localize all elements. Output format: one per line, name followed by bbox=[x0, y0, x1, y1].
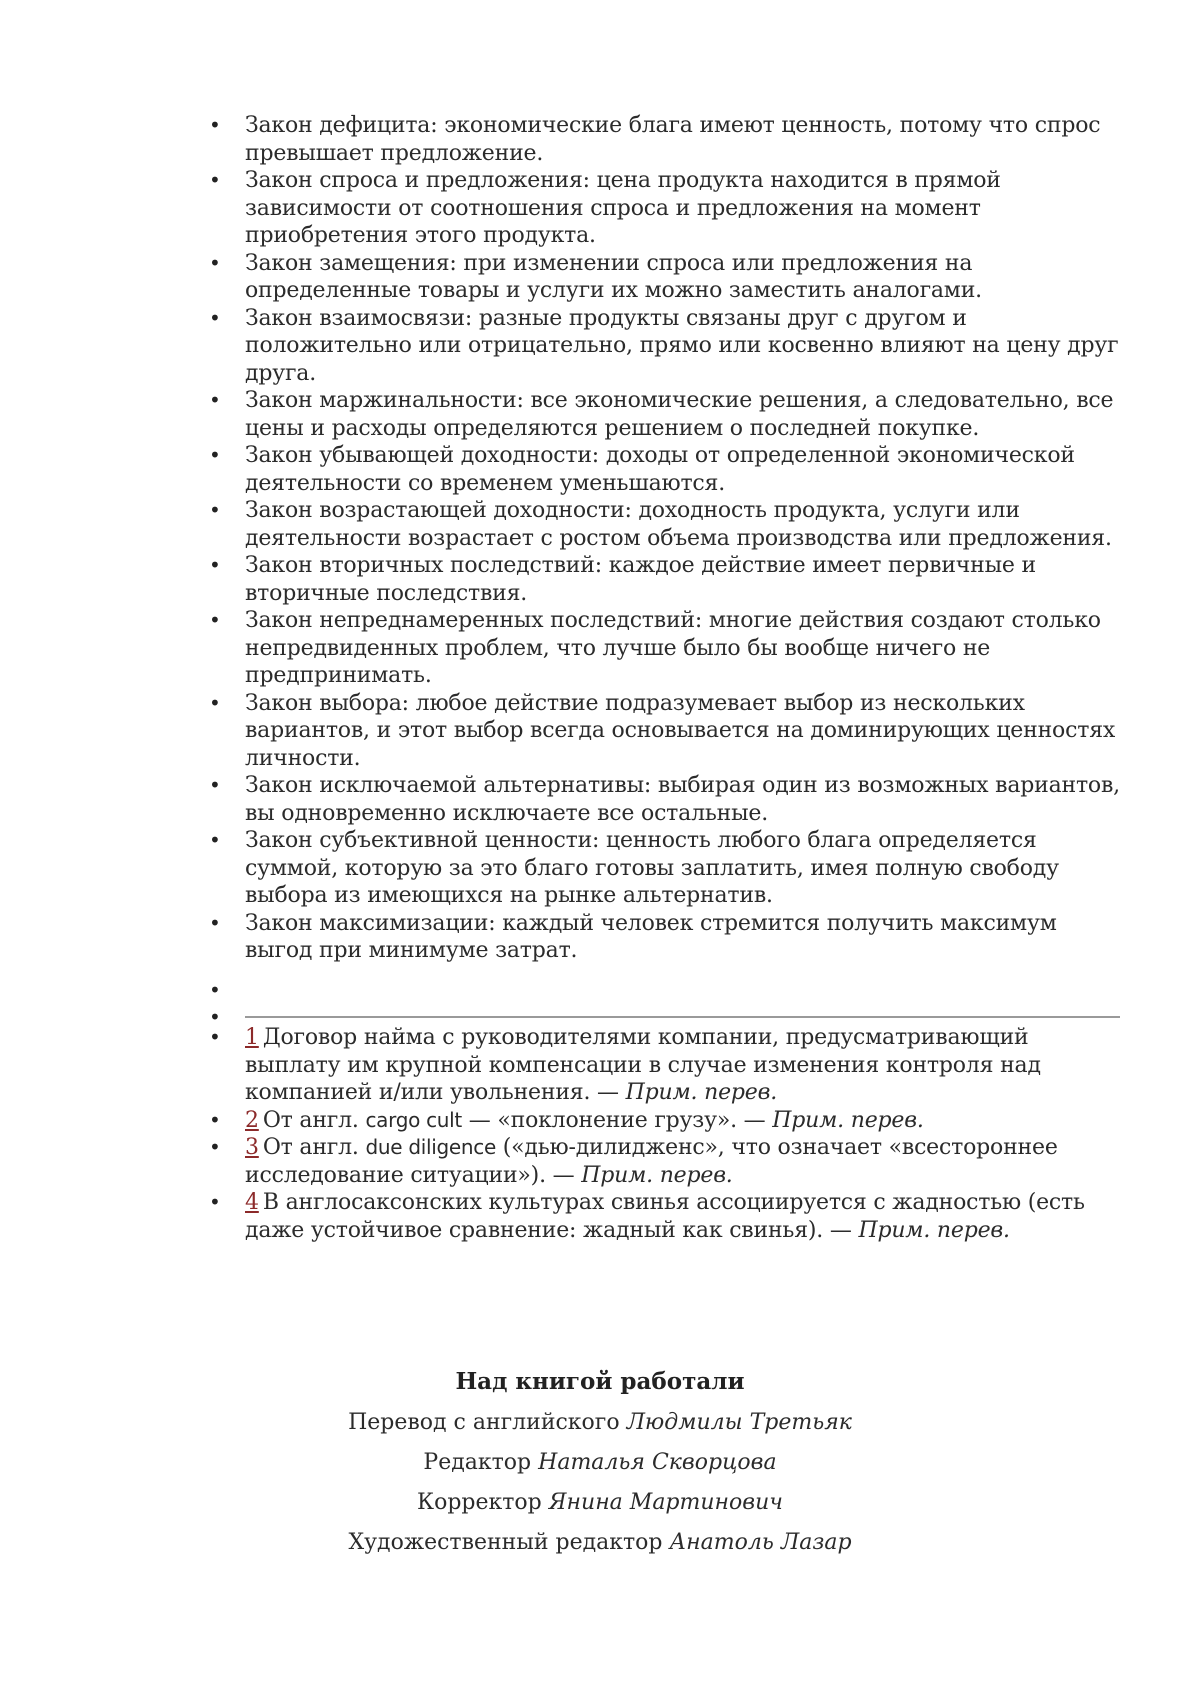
list-item: • Закон спроса и предложения: цена продукта находится в прямой зависимости от соотношения спроса и предложения на момент приобретения этого продукта. bbox=[245, 167, 1125, 250]
footnote-text: Договор найма с руководителями компании, предусматривающий выплату им крупной компенсации в случае изменения контроля над компанией и/или увольнения. — bbox=[245, 1025, 1041, 1105]
translator-note: Прим. перев. bbox=[625, 1080, 778, 1105]
footnote-item bbox=[245, 1024, 1125, 1107]
credit-role: Художественный редактор bbox=[348, 1530, 663, 1555]
footnote-text: От англ. bbox=[262, 1135, 366, 1160]
list-item: • Закон вторичных последствий: каждое действие имеет первичные и вторичные последствия. bbox=[245, 552, 1125, 607]
footnote-text: В англосаксонских культурах свинья ассоциируется с жадностью (есть даже устойчивое сравнение: жадный как свинья). — bbox=[245, 1190, 1085, 1243]
list-item: • Закон маржинальности: все экономические решения, а следовательно, все цены и расходы определяются решением о последней покупке. bbox=[245, 387, 1125, 442]
footnote-text: От англ. bbox=[262, 1107, 366, 1133]
list-item: • Закон исключаемой альтернативы: выбирая один из возможных вариантов, вы одновременно исключаете все остальные. bbox=[245, 772, 1125, 827]
list-item: • Закон выбора: любое действие подразумевает выбор из нескольких вариантов, и этот выбор всегда основывается на доминирующих ценностях личности. bbox=[245, 690, 1125, 773]
footnote-item bbox=[245, 1134, 1125, 1189]
footnote-item bbox=[245, 1189, 1125, 1244]
credit-role: Редактор bbox=[423, 1450, 532, 1475]
foreign-term: cargo cult bbox=[365, 1107, 462, 1132]
list-item: • Закон убывающей доходности: доходы от определенной экономической деятельности со временем уменьшаются. bbox=[245, 442, 1125, 497]
list-item: • Закон субъективной ценности: ценность любого блага определяется суммой, которую за это благо готовы заплатить, имея полную свободу выбора из имеющихся на рынке альтернатив. bbox=[245, 827, 1125, 910]
empty-list-item bbox=[245, 978, 255, 1005]
credit-editor bbox=[0, 1449, 1200, 1477]
credit-person: Людмилы Третьяк bbox=[626, 1410, 852, 1435]
list-item: • Закон дефицита: экономические блага имеют ценность, потому что спрос превышает предложение. bbox=[245, 112, 1125, 167]
list-item: • Закон взаимосвязи: разные продукты связаны друг с другом и положительно или отрицательно, прямо или косвенно влияют на цену друг друга. bbox=[245, 305, 1125, 388]
list-item: • Закон возрастающей доходности: доходность продукта, услуги или деятельности возрастает с ростом объема производства или предложения. bbox=[245, 497, 1125, 552]
footnote-separator bbox=[245, 1016, 1120, 1018]
translator-note: Прим. перев. bbox=[581, 1162, 733, 1188]
credit-translator bbox=[0, 1409, 1200, 1437]
credit-proofreader bbox=[0, 1489, 1200, 1517]
footnote-item bbox=[245, 1107, 1125, 1135]
footnote-text: — «поклонение грузу». — bbox=[461, 1107, 766, 1133]
list-item: • Закон непреднамеренных последствий: многие действия создают столько непредвиденных проблем, что лучше было бы вообще ничего не предпринимать. bbox=[245, 607, 1125, 690]
list-item: • Закон замещения: при изменении спроса или предложения на определенные товары и услуги их можно заместить аналогами. bbox=[245, 250, 1125, 305]
footnotes-list bbox=[245, 1024, 1125, 1244]
laws-list bbox=[245, 112, 1125, 965]
translator-note: Прим. перев. bbox=[858, 1217, 1010, 1243]
credits-heading: Над книгой работали bbox=[455, 1368, 745, 1395]
footnote-link[interactable]: 1 bbox=[245, 1025, 259, 1050]
footnote-link[interactable]: 2 bbox=[245, 1107, 259, 1133]
foreign-term: due diligence bbox=[365, 1135, 496, 1159]
footnote-text: («дью-дилидженс», что означает «всестороннее исследование ситуации»). — bbox=[245, 1135, 1058, 1188]
credit-person: Янина Мартинович bbox=[548, 1490, 783, 1515]
credits-block bbox=[0, 1368, 1200, 1569]
credit-art-editor bbox=[0, 1529, 1200, 1557]
credit-role: Перевод с английского bbox=[348, 1410, 620, 1435]
footnote-link[interactable]: 3 bbox=[245, 1135, 259, 1160]
translator-note: Прим. перев. bbox=[772, 1107, 924, 1133]
credit-role: Корректор bbox=[417, 1490, 542, 1515]
footnote-link[interactable]: 4 bbox=[245, 1190, 259, 1215]
list-item: • Закон максимизации: каждый человек стремится получить максимум выгод при минимуме затрат. bbox=[245, 910, 1125, 965]
credit-person: Наталья Скворцова bbox=[538, 1450, 777, 1475]
credit-person: Анатоль Лазар bbox=[669, 1530, 852, 1555]
